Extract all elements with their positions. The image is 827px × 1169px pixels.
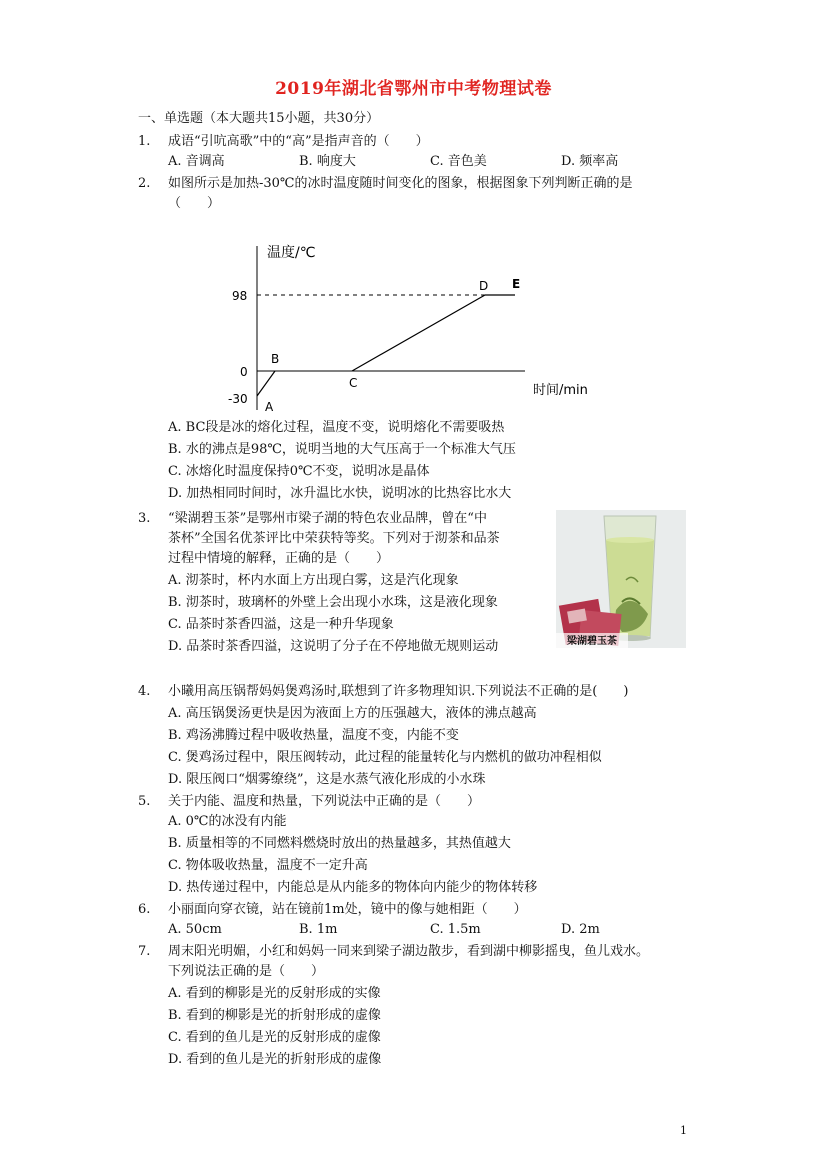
- y-axis-label: 温度/℃: [267, 245, 316, 261]
- x-axis-label: 时间/min: [533, 383, 588, 398]
- tick-98: 98: [232, 289, 248, 303]
- point-a-label: A: [265, 400, 274, 414]
- q6-option-d[interactable]: D. 2m: [561, 922, 600, 937]
- question-1-number: 1.: [138, 134, 151, 149]
- q2-option-c[interactable]: C. 冰熔化时温度保持0℃不变，说明冰是晶体: [168, 464, 430, 479]
- question-3-stem-line3: 过程中情境的解释，正确的是（ ）: [168, 551, 390, 566]
- segment-ab: [257, 371, 275, 396]
- question-1-stem: 成语“引吭高歌”中的“高”是指声音的（ ）: [168, 134, 429, 149]
- q3-option-b[interactable]: B. 沏茶时，玻璃杯的外壁上会出现小水珠，这是液化现象: [168, 595, 498, 610]
- question-5-stem: 关于内能、温度和热量，下列说法中正确的是（ ）: [168, 794, 481, 809]
- q3-option-d[interactable]: D. 品茶时茶香四溢，这说明了分子在不停地做无规则运动: [168, 639, 499, 654]
- question-5-number: 5.: [138, 794, 151, 809]
- q6-option-c[interactable]: C. 1.5m: [430, 922, 481, 937]
- q5-option-d[interactable]: D. 热传递过程中，内能总是从内能多的物体向内能少的物体转移: [168, 880, 538, 895]
- section-heading: 一、单选题（本大题共15小题，共30分）: [138, 111, 380, 126]
- q1-option-c[interactable]: C. 音色美: [430, 154, 487, 169]
- q4-option-b[interactable]: B. 鸡汤沸腾过程中吸收热量，温度不变，内能不变: [168, 728, 459, 743]
- question-3-stem-line1: “梁湖碧玉茶”是鄂州市梁子湖的特色农业品牌，曾在“中: [168, 511, 487, 526]
- q2-option-d[interactable]: D. 加热相同时间时，冰升温比水快，说明冰的比热容比水大: [168, 486, 512, 501]
- question-4-stem: 小曦用高压锅帮妈妈煲鸡汤时,联想到了许多物理知识.下列说法不正确的是( ): [168, 684, 629, 699]
- point-b-label: B: [271, 352, 280, 366]
- q5-option-a[interactable]: A. 0℃的冰没有内能: [168, 814, 287, 829]
- tea-glass-photo: [556, 510, 686, 648]
- question-6-number: 6.: [138, 902, 151, 917]
- photo-caption: 梁湖碧玉茶: [567, 636, 617, 647]
- exam-title: 2019年湖北省鄂州市中考物理试卷: [275, 79, 552, 99]
- q3-option-c[interactable]: C. 品茶时茶香四溢，这是一种升华现象: [168, 617, 394, 632]
- question-2-stem-line1: 如图所示是加热-30℃的冰时温度随时间变化的图象，根据图象下列判断正确的是: [168, 176, 633, 191]
- question-7-number: 7.: [138, 944, 151, 959]
- tick-0: 0: [240, 365, 248, 379]
- question-2-number: 2.: [138, 176, 151, 191]
- q6-option-a[interactable]: A. 50cm: [168, 922, 222, 937]
- question-7-stem-line2: 下列说法正确的是（ ）: [168, 964, 325, 979]
- question-2-stem-line2: （ ）: [168, 196, 221, 211]
- q1-option-d[interactable]: D. 频率高: [561, 154, 619, 169]
- q2-option-a[interactable]: A. BC段是冰的熔化过程，温度不变，说明熔化不需要吸热: [168, 420, 505, 435]
- q2-option-b[interactable]: B. 水的沸点是98℃，说明当地的大气压高于一个标准大气压: [168, 442, 516, 457]
- q1-option-a[interactable]: A. 音调高: [168, 154, 225, 169]
- question-3-number: 3.: [138, 511, 151, 526]
- q4-option-c[interactable]: C. 煲鸡汤过程中，限压阀转动，此过程的能量转化与内燃机的做功冲程相似: [168, 750, 602, 765]
- q5-option-b[interactable]: B. 质量相等的不同燃料燃烧时放出的热量越多，其热值越大: [168, 836, 511, 851]
- q7-option-d[interactable]: D. 看到的鱼儿是光的折射形成的虚像: [168, 1052, 382, 1067]
- point-c-label: C: [349, 376, 358, 390]
- question-6-stem: 小丽面向穿衣镜，站在镜前1m处，镜中的像与她相距（ ）: [168, 902, 527, 917]
- q7-option-b[interactable]: B. 看到的柳影是光的折射形成的虚像: [168, 1008, 381, 1023]
- q6-option-b[interactable]: B. 1m: [299, 922, 338, 937]
- q7-option-c[interactable]: C. 看到的鱼儿是光的反射形成的虚像: [168, 1030, 381, 1045]
- q7-option-a[interactable]: A. 看到的柳影是光的反射形成的实像: [168, 986, 381, 1001]
- point-e-label: E: [512, 277, 521, 291]
- question-7-stem-line1: 周末阳光明媚，小红和妈妈一同来到梁子湖边散步，看到湖中柳影摇曳，鱼儿戏水。: [168, 944, 650, 959]
- question-4-number: 4.: [138, 684, 151, 699]
- question-3-stem-line2: 茶杯”全国名优茶评比中荣获特等奖。下列对于沏茶和品茶: [168, 531, 500, 546]
- q4-option-d[interactable]: D. 限压阀口“烟雾缭绕”，这是水蒸气液化形成的小水珠: [168, 772, 486, 787]
- q3-option-a[interactable]: A. 沏茶时，杯内水面上方出现白雾，这是汽化现象: [168, 573, 459, 588]
- page-number: 1: [680, 1124, 687, 1137]
- q5-option-c[interactable]: C. 物体吸收热量，温度不一定升高: [168, 858, 368, 873]
- segment-cd: [352, 295, 485, 371]
- q4-option-a[interactable]: A. 高压锅煲汤更快是因为液面上方的压强越大，液体的沸点越高: [168, 706, 537, 721]
- tick-neg30: -30: [228, 392, 248, 406]
- temperature-time-graph: [220, 236, 620, 416]
- q1-option-b[interactable]: B. 响度大: [299, 154, 356, 169]
- point-d-label: D: [479, 279, 489, 293]
